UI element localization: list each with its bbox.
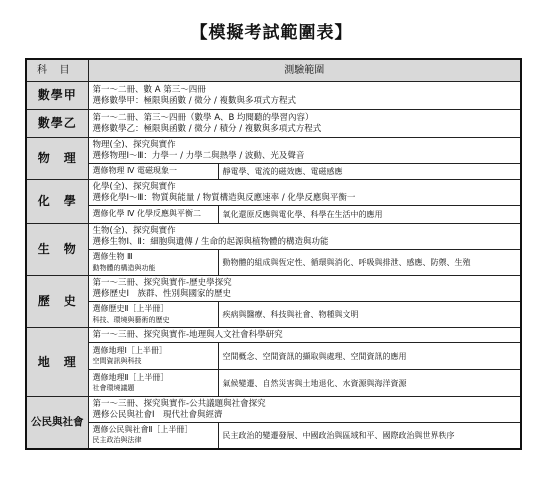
elective-scope-cell: 氣候變遷、自然災害與土地退化、水資源與海洋資源 <box>218 370 521 397</box>
elective-cell <box>88 302 218 328</box>
elective-name: 選修地理Ⅱ［上半冊］ <box>92 372 169 382</box>
scope-line: 生物(全)、探究與實作 <box>92 225 176 236</box>
table-row-math-b <box>26 110 521 138</box>
subject-cell: 物 理 <box>26 138 88 180</box>
table-row-geography <box>26 328 521 343</box>
subject-cell: 公民與社會 <box>26 397 88 449</box>
subject-cell: 生 物 <box>26 224 88 276</box>
table-subrow-civics <box>26 423 521 449</box>
scope-cell <box>88 397 521 423</box>
table-row-math-a <box>26 82 521 110</box>
scope-cell <box>88 138 521 164</box>
scope-line: 第一～二冊、數 A 第三～四冊 <box>92 84 206 95</box>
scope-line: 選修生物Ⅰ、Ⅱ：細胞與遺傳 / 生命的起源與植物體的構造與功能 <box>92 236 329 247</box>
scope-line: 選修歷史Ⅰ 族群、性別與國家的歷史 <box>92 288 232 299</box>
elective-scope-cell: 疾病與醫療、科技與社會、物種與文明 <box>218 302 521 328</box>
subject-cell: 數學甲 <box>26 82 88 110</box>
scope-line: 第一～三冊、探究與實作-歷史學探究 <box>92 277 232 288</box>
elective-topic: 社會環境議題 <box>92 384 135 392</box>
elective-name: 選修地理Ⅰ［上半冊］ <box>92 345 167 355</box>
elective-cell <box>88 370 218 397</box>
scope-line: 選修數學甲：極限與函數 / 微分 / 複數與多項式方程式 <box>92 95 297 106</box>
subject-cell: 地 理 <box>26 328 88 397</box>
elective-topic: 空間資訊與科技 <box>92 357 142 365</box>
table-subrow-geography-2 <box>26 370 521 397</box>
elective-cell <box>88 423 218 449</box>
scope-line: 物理(全)、探究與實作 <box>92 139 176 150</box>
scope-line: 選修公民與社會Ⅰ 現代社會與經濟 <box>92 409 223 420</box>
scope-cell <box>88 328 521 343</box>
header-subject-a: 科 <box>37 65 47 76</box>
table-header-row <box>26 59 521 82</box>
elective-name: 選修歷史Ⅱ［上半冊］ <box>92 304 169 313</box>
elective-topic: 民主政治與法律 <box>92 436 142 445</box>
table-row-civics <box>26 397 521 423</box>
scope-line: 選修物理Ⅰ～Ⅲ：力學一 / 力學二與熱學 / 波動、光及聲音 <box>92 150 305 161</box>
subject-cell: 數學乙 <box>26 110 88 138</box>
scope-line: 第一～三冊、探究與實作-地理與人文社會科學研究 <box>92 329 283 340</box>
header-subject <box>26 59 88 82</box>
elective-cell <box>88 343 218 370</box>
header-subject-b: 目 <box>59 65 70 76</box>
table-row-chemistry <box>26 180 521 206</box>
exam-scope-table <box>25 58 522 450</box>
table-subrow-history <box>26 302 521 328</box>
elective-scope-cell: 民主政治的變遷發展、中國政治與區域和平、國際政治與世界秩序 <box>218 423 521 449</box>
elective-cell: 選修化學 Ⅳ 化學反應與平衡二 <box>88 206 218 224</box>
scope-line: 選修化學Ⅰ～Ⅲ：物質與能量 / 物質構造與反應速率 / 化學反應與平衡一 <box>92 192 356 203</box>
table-row-history <box>26 276 521 302</box>
elective-cell <box>88 250 218 276</box>
table-subrow-biology <box>26 250 521 276</box>
scope-cell <box>88 224 521 250</box>
elective-scope-cell: 動物體的組成與恆定性、循環與消化、呼吸與排泄、感應、防禦、生殖 <box>218 250 521 276</box>
elective-topic: 科技、環境與藝術的歷史 <box>92 315 170 324</box>
table-row-physics <box>26 138 521 164</box>
elective-scope-cell: 氧化還原反應與電化學、科學在生活中的應用 <box>218 206 521 224</box>
table-subrow-geography-1 <box>26 343 521 370</box>
table-subrow-chemistry <box>26 206 521 224</box>
scope-cell <box>88 110 521 138</box>
table-subrow-physics <box>26 164 521 180</box>
elective-name: 選修生物 Ⅲ <box>92 252 133 261</box>
elective-cell: 選修物理 Ⅳ 電磁現象一 <box>88 164 218 180</box>
scope-cell <box>88 82 521 110</box>
subject-cell: 歷 史 <box>26 276 88 328</box>
scope-line: 第一～三冊、探究與實作-公共議題與社會探究 <box>92 398 266 409</box>
scope-line: 第一～二冊、第三～四冊（數學 A、B 均閱聽的學習內容） <box>92 112 314 123</box>
subject-cell: 化 學 <box>26 180 88 224</box>
scope-cell <box>88 180 521 206</box>
scope-line: 化學(全)、探究與實作 <box>92 181 176 192</box>
page-title: 【模擬考試範圍表】 <box>190 23 353 43</box>
elective-topic: 動物體的構造與功能 <box>92 263 156 272</box>
elective-scope-cell: 空間概念、空間資訊的擷取與處理、空間資訊的應用 <box>218 343 521 370</box>
scope-cell <box>88 276 521 302</box>
elective-scope-cell: 靜電學、電流的磁效應、電磁感應 <box>218 164 521 180</box>
scope-line: 選修數學乙：極限與函數 / 微分 / 積分 / 複數與多項式方程式 <box>92 123 322 134</box>
header-scope: 測驗範圍 <box>88 59 521 82</box>
elective-name: 選修公民與社會Ⅱ［上半冊］ <box>92 424 193 434</box>
table-row-biology <box>26 224 521 250</box>
